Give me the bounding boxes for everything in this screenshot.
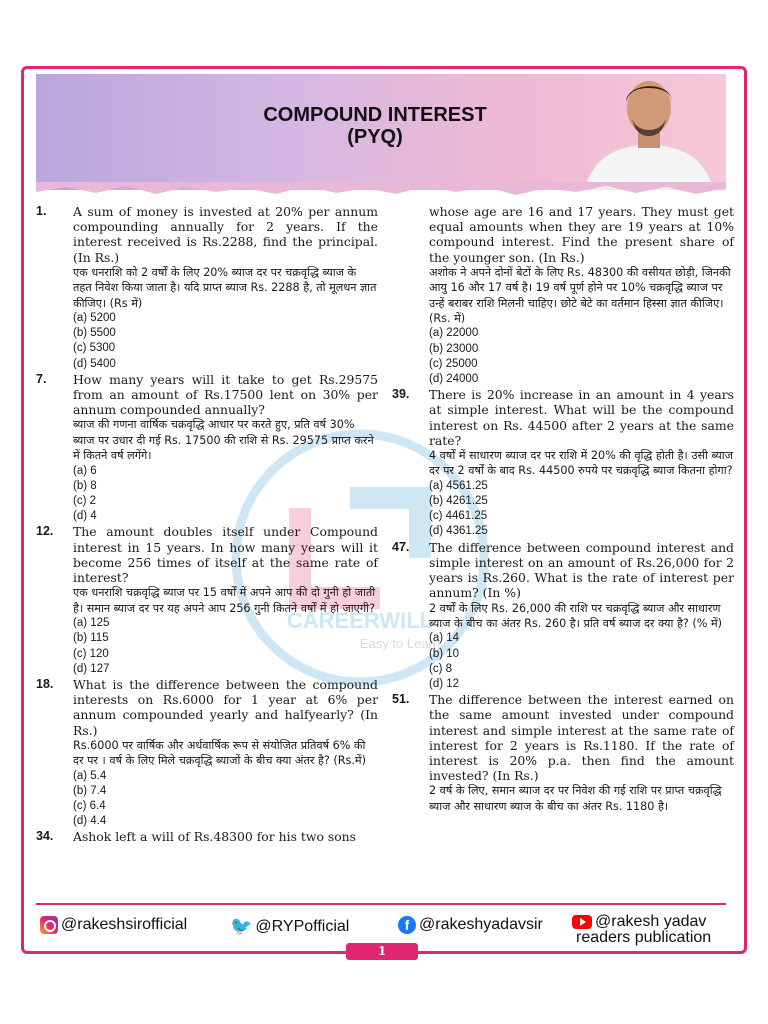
question-block — [36, 677, 378, 829]
answer-option: (a) 4561.25 — [429, 479, 488, 492]
answer-option: (a) 5200 — [73, 312, 116, 325]
twitter-label: @RYPofficial — [255, 917, 350, 935]
answer-option: (b) 115 — [73, 632, 109, 645]
answer-option: (b) 4261.25 — [429, 495, 488, 508]
question-number: 7. — [36, 371, 47, 386]
question-text-hi: 2 वर्ष के लिए, समान ब्याज दर पर निवेश की गई राशि पर प्राप्त चक्रवृद्धि ब्याज और साधारण ब्याज के बीच का अंतर Rs. 1180 है। — [429, 784, 722, 813]
answer-option: (d) 24000 — [429, 373, 479, 386]
question-text-hi: ब्याज की गणना वार्षिक चक्रवृद्धि आधार पर करते हुए, प्रति वर्ष 30% ब्याज पर उधार दी गई Rs. 17500 की राशि से Rs. 29575 प्राप्त करने में कितने वर्ष लगेंगे। — [73, 418, 374, 463]
question-block — [392, 692, 734, 814]
instagram-icon — [40, 916, 58, 934]
answer-option: (d) 12 — [429, 677, 460, 690]
instagram-label: @rakeshsirofficial — [61, 916, 188, 933]
question-text-en: A sum of money is invested at 20% per annum compounding annually for 2 years. If the interest received is Rs.2288, find the principal. (In Rs.) — [73, 204, 378, 265]
answer-option: (a) 6 — [73, 464, 97, 477]
teacher-photo — [574, 74, 724, 190]
question-number: 51. — [392, 692, 410, 707]
youtube-handle[interactable] — [572, 914, 711, 946]
question-text-en: The difference between the interest earned on the same amount invested under compound interest and simple interest at the same rate of interest for 2 years is Rs.1180. If the rate of interest is 20% p.a. then find the amount invested? (In Rs.) — [429, 692, 734, 784]
twitter-handle[interactable] — [230, 916, 349, 937]
answer-option: (c) 6.4 — [73, 799, 106, 812]
question-number: 12. — [36, 524, 54, 539]
answer-option: (b) 23000 — [429, 342, 479, 355]
answer-option: (b) 5500 — [73, 327, 116, 340]
page-number: 1 — [346, 943, 418, 960]
answer-option: (d) 127 — [73, 662, 110, 675]
right-question-list — [392, 387, 734, 814]
youtube-label: @rakesh yadav — [595, 913, 707, 930]
answer-option: (d) 4361.25 — [429, 525, 488, 538]
answer-option: (a) 5.4 — [73, 769, 107, 782]
answer-option: (c) 2 — [73, 495, 96, 508]
question-number: 1. — [36, 204, 47, 218]
banner-torn-edge — [36, 182, 726, 198]
facebook-handle[interactable] — [398, 916, 543, 934]
question-text-hi: एक धनराशि को 2 वर्षों के लिए 20% ब्याज दर पर चक्रवृद्धि ब्याज के तहत निवेश किया जाता है। यदि प्राप्त ब्याज Rs. 2288 है, तो मूलधन ज्ञात कीजिए। (Rs में) — [73, 265, 377, 310]
title-line-1: COMPOUND INTEREST — [263, 104, 487, 126]
question-text-en: Ashok left a will of Rs.48300 for his two sons — [73, 829, 357, 845]
facebook-label: @rakeshyadavsir — [419, 916, 543, 933]
question-text-hi: अशोक ने अपने दोनों बेटों के लिए Rs. 48300 की वसीयत छोड़ी, जिनकी आयु 16 और 17 वर्ष है। 19 वर्ष पूर्ण होने पर 10% चक्रवृद्धि ब्याज पर उन्हें बराबर राशि मिलनी चाहिए। छोटे बेटे का वर्तमान हिस्सा ज्ञात कीजिए। (Rs. में) — [429, 265, 731, 326]
question-block — [36, 372, 378, 525]
answer-option: (a) 125 — [73, 617, 110, 630]
question-number: 47. — [392, 539, 410, 554]
answer-option: (d) 4 — [73, 510, 97, 523]
watermark-brand: CAREERWILL — [286, 608, 434, 633]
answer-option: (d) 5400 — [73, 357, 116, 370]
facebook-icon: f — [398, 916, 416, 934]
question-number: 34. — [36, 829, 54, 844]
footer-divider — [36, 903, 726, 905]
answer-option: (b) 8 — [73, 479, 97, 492]
left-column — [36, 204, 378, 845]
question-text-hi: एक धनराशि चक्रवृद्धि ब्याज पर 15 वर्षों में अपने आप की दो गुनी हो जाती है। समान ब्याज दर पर यह अपने आप 256 गुनी कितने वर्षों में हो जाएगी? — [73, 586, 376, 615]
youtube-icon — [572, 915, 592, 929]
question-number: 18. — [36, 676, 54, 691]
publication-label: readers publication — [576, 929, 712, 946]
question-text-hi: 4 वर्षों में साधारण ब्याज दर पर राशि में 20% की वृद्धि होती है। उसी ब्याज दर पर 2 वर्षों के बाद Rs. 44500 रुपये पर चक्रवृद्धि ब्याज कितना होगा? — [429, 449, 733, 478]
answer-option: (c) 25000 — [429, 357, 478, 370]
question-block — [392, 540, 734, 692]
question-number: 39. — [392, 387, 410, 402]
option-list — [429, 326, 734, 387]
question-block — [36, 524, 378, 676]
question-34-continuation — [392, 204, 734, 387]
question-text-hi: 2 वर्षों के लिए Rs. 26,000 की राशि पर चक्रवृद्धि ब्याज और साधारण ब्याज के बीच का अंतर Rs. 260 है। प्रति वर्ष ब्याज दर क्या है? (% में) — [429, 601, 723, 630]
right-column — [392, 204, 734, 814]
answer-option: (d) 4.4 — [73, 815, 107, 828]
title-line-2: (PYQ) — [347, 126, 403, 148]
question-text-en: There is 20% increase in an amount in 4 years at simple interest. What will be the compound interest on Rs. 44500 after 2 years at the same rate? — [429, 387, 734, 448]
question-text-en: What is the difference between the compound interests on Rs.6000 for 1 year at 6% per annum compounded yearly and halfyearly? (In Rs.) — [73, 676, 378, 738]
question-text-en: How many years will it take to get Rs.29575 from an amount of Rs.17500 lent on 30% per annum compounded annually? — [73, 371, 378, 418]
question-text-en: The amount doubles itself under Compound interest in 15 years. In how many years will it become 256 times of itself at the same rate of interest? — [73, 524, 378, 586]
question-block — [36, 204, 378, 372]
answer-option: (b) 10 — [429, 647, 460, 660]
question-text-en: The difference between compound interest and simple interest on an amount of Rs.26,000 for 2 years is Rs.260. What is the rate of interest per annum? (In %) — [429, 539, 734, 601]
question-text-en: whose age are 16 and 17 years. They must get equal amounts when they are 19 years at 10% compound interest. Find the present share of the younger son. (In Rs.) — [429, 204, 734, 265]
answer-option: (b) 7.4 — [73, 784, 107, 797]
answer-option: (c) 120 — [73, 647, 109, 660]
answer-option: (a) 14 — [429, 632, 460, 645]
answer-option: (c) 8 — [429, 662, 452, 675]
question-text-hi: Rs.6000 पर वार्षिक और अर्धवार्षिक रूप से संयोजित प्रतिवर्ष 6% की दर पर । वर्ष के लिए मिले चक्रवृद्धि ब्याजों के बीच क्या अंतर है? (Rs.में) — [73, 738, 366, 768]
instagram-handle[interactable] — [40, 916, 187, 934]
watermark-tagline: Easy to Learn — [359, 636, 441, 651]
answer-option: (c) 5300 — [73, 342, 116, 355]
answer-option: (a) 22000 — [429, 327, 479, 340]
twitter-icon: 🐦 — [230, 916, 253, 936]
question-block — [36, 829, 378, 844]
question-block — [392, 387, 734, 539]
answer-option: (c) 4461.25 — [429, 510, 488, 523]
page-title — [200, 104, 550, 148]
